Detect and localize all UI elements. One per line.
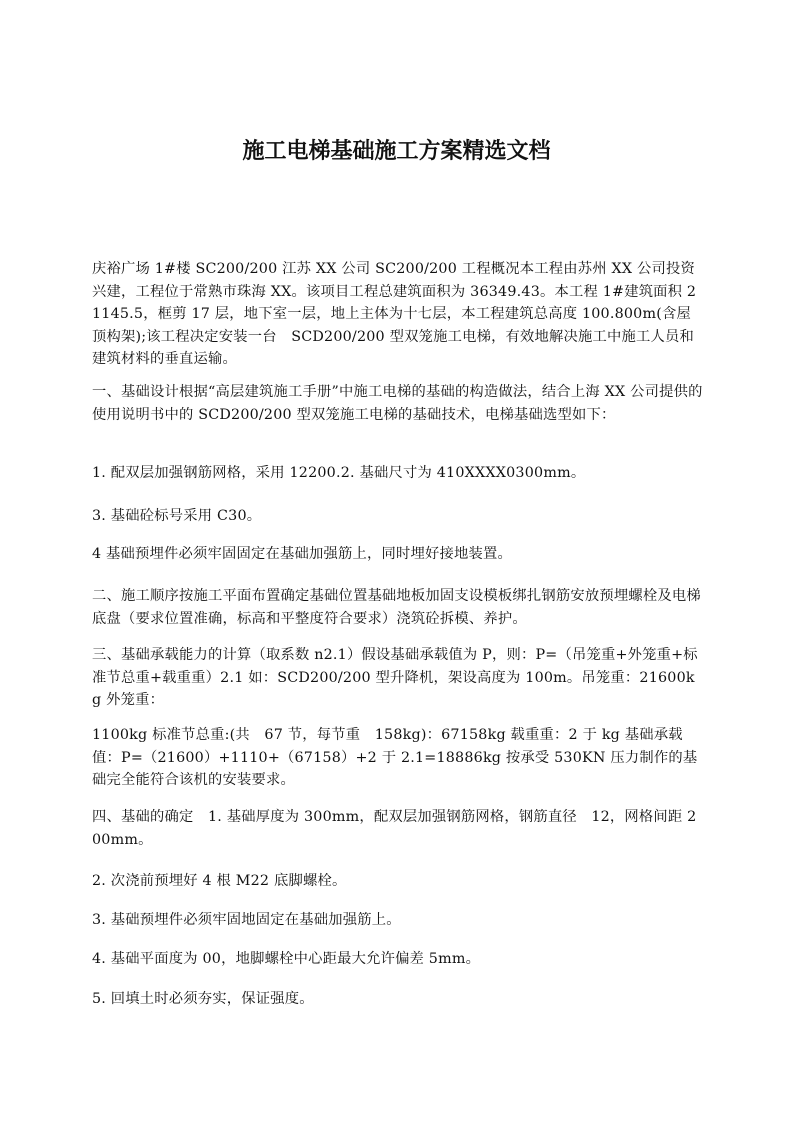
paragraph-load-calculation: 1100kg 标准节总重:(共 67 节，每节重 158kg)：67158kg 载重重：2 于 kg 基础承载值：P=（21600）+1110+（67158）+2 于 2.1=18886kg 按承受 530KN 压力制作的基础完全能符合该机的安装要求。 <box>92 727 698 788</box>
document-title: 施工电梯基础施工方案精选文档 <box>242 139 551 164</box>
paragraph-foundation-design: 一、基础设计根据“高层建筑施工手册”中施工电梯的基础的构造做法，结合上海 XX 公司提供的使用说明书中的 SCD200/200 型双笼施工电梯的基础技术，电梯基础选型如下： <box>92 384 703 423</box>
paragraph-rebar-mesh: 1. 配双层加强钢筋网格，采用 12200.2. 基础尺寸为 410XXXX0300mm。 <box>92 465 586 481</box>
paragraph-embedded-fixing: 3. 基础预埋件必须牢固地固定在基础加强筋上。 <box>92 912 401 928</box>
paragraph-backfill: 5. 回填土时必须夯实，保证强度。 <box>92 991 314 1007</box>
paragraph-construction-sequence: 二、施工顺序按施工平面布置确定基础位置基础地板加固支设模板绑扎钢筋安放预埋螺栓及电梯底盘（要求位置准确，标高和平整度符合要求）浇筑砼拆模、养护。 <box>92 588 701 627</box>
paragraph-project-overview: 庆裕广场 1#楼 SC200/200 江苏 XX 公司 SC200/200 工程概况本工程由苏州 XX 公司投资兴建，工程位于常熟市珠海 XX。该项目工程总建筑面积为 36349.43。本工程 1#建筑面积 21145.5，框剪 17 层，地下室一层，地上主体为十七层，本工程建筑总高度 100.800m(含屋顶构架);该工程决定安装一台 SCD200/200 型双笼施工电梯，有效地解决施工中施工人员和建筑材料的垂直运输。 <box>92 261 697 367</box>
paragraph-bearing-capacity: 三、基础承载能力的计算（取系数 n2.1）假设基础承载值为 P，则：P=（吊笼重+外笼重+标准节总重+载重重）2.1 如：SCD200/200 型升降机，架设高度为 100m。吊笼重：21600kg 外笼重： <box>92 647 698 708</box>
paragraph-anchor-bolts: 2. 次浇前预埋好 4 根 M22 底脚螺栓。 <box>92 873 347 889</box>
paragraph-foundation-determination: 四、基础的确定 1. 基础厚度为 300mm，配双层加强钢筋网格，钢筋直径 12，网格间距 200mm。 <box>92 809 697 848</box>
paragraph-flatness: 4. 基础平面度为 00，地脚螺栓中心距最大允许偏差 5mm。 <box>92 951 481 967</box>
paragraph-concrete-grade: 3. 基础砼标号采用 C30。 <box>92 508 262 524</box>
paragraph-embedded-parts: 4 基础预埋件必须牢固固定在基础加强筋上，同时埋好接地装置。 <box>92 546 512 562</box>
